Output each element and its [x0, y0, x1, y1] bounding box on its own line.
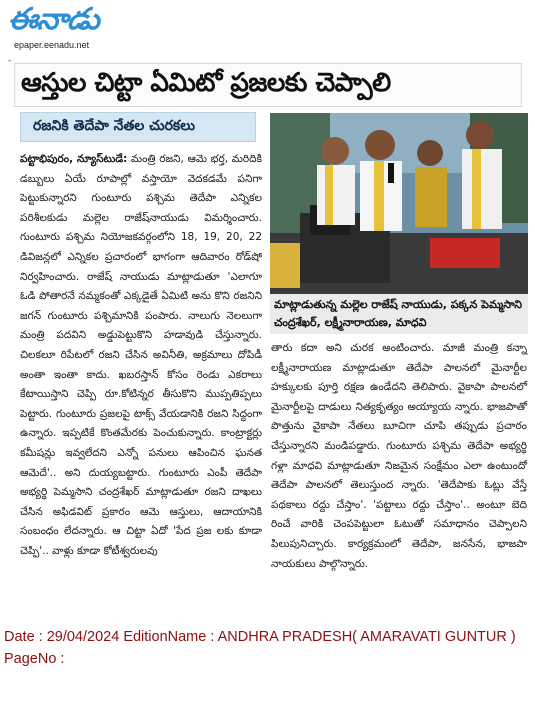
article-column-left [20, 150, 262, 561]
article-body-left: మంత్రి రజని, ఆమె భర్త, మరిదికి డబ్బులు ఏయే రూపాల్లో వస్తాయో వెదకడమే పనిగా పెట్టుకున్నారని గుంటూరు పశ్చిమ తెదేపా ఎన్నికల పరిశీలకుడు మల్లెల రాజేష్‌నాయుడు విమర్శించారు. గుంటూరు పశ్చిమ నియోజకవర్గంలోని 18, 19, 20, 22 డివిజన్లలో ఎన్నికల ప్రచారంలో భాగంగా ఆదివారం రోడ్‌షో నిర్వహించారు. రాజేష్ నాయుడు మాట్లాడుతూ 'ఎలాగూ ఓడి పోతారనే నమ్మకంతో ఎక్కడైతే ఏమిటి అను కొని రజనిని జగన్ గుంటూరు పశ్చిమానికి పంపారు. నాలుగు నెలలుగా మంత్రి పదవిని అడ్డుపెట్టుకొని హడావుడి చేస్తున్నారు. చిలకలూ రిపేటలో రజని చేసిన అవినీతి, అక్రమాలు దోపిడీ అంతా ఇంతా కాదు. ఖబరస్తాన్ కోసం రెండు ఎకరాలు కేటాయిస్తాని చెప్పి రూ.కోటిన్నర తీసుకొని ముప్పతిప్పలు పెట్టారు. గుంటూరు ప్రజలపై టాక్స్ వేయడానికి రజని సిద్ధంగా ఉన్నారు. ఇప్పటికే కొంతమేరకు పెంచుకున్నారు. కాంట్రాక్టర్లు కమీషన్లు ఇవ్వలేదని ఎన్నో పనులు ఆపించిన ఘనత ఆమెదే'.. అని దుయ్యబట్టారు. గుంటూరు ఎంపీ తెదేపా అభ్యర్థి పెమ్మసాని చంద్రశేఖర్ మాట్లాడుతూ రజని దాఖలు చేసిన అఫిడవిట్ ప్రకారం ఆమె ఆస్తులు, ఆదాయానికి సంబంధం లేదన్నారు. ఆ చిట్టా ఏదో 'పేద ప్రజ లకు కూడా చెప్పి'.. వాళ్లు కూడా కోటీశ్వరులవు [20, 153, 263, 557]
masthead [4, 2, 174, 54]
eenadu-logo: ఈనాడు [8, 2, 99, 37]
article-dateline: పట్టాభిపురం, న్యూస్‌టుడే: [20, 153, 128, 165]
article-subheadline: రజనికి తెదేపా నేతల చురకలు [33, 118, 196, 134]
campaign-photo-illustration [270, 113, 528, 294]
photo-caption: మాట్లాడుతున్న మల్లెల రాజేష్ నాయుడు, పక్కన పెమ్మసాని చంద్రశేఖర్, లక్ష్మీనారాయణ, మాధవి [274, 298, 522, 329]
photo-caption-box [270, 294, 528, 334]
article-body-right: తారు కదా అని చురక అంటించారు. మాజీ మంత్రి కన్నా లక్ష్మీనారాయణ మాట్లాడుతూ తెదేపా పాలనలో మైనార్టీల హక్కులకు పూర్తి రక్షణ ఉండేదని తెలిపారు. వైకాపా పాలనలో మైనార్టీలపై దాడులు నిత్యకృత్యం అయ్యాయ న్నారు. భాజపాతో పొత్తును వైకాపా నేతలు బూచిగా చూపి తప్పుడు ప్రచారం చేస్తున్నారని మండిపడ్డారు. గుంటూరు పశ్చిమ తెదేపా అభ్యర్థి గళ్లా మాధవి మాట్లాడుతూ నిజమైన సంక్షేమం ఎలా ఉంటుందో తెదేపా పాలనలో తెలుస్తుంద న్నారు. 'తెదేపాకు ఓట్లు వేస్తే పథకాలు రద్దు చేస్తాం'. 'పట్టాలు రద్దు చేస్తాం'.. అంటూ బెది రించే వారికి చెంపపెట్టులా ఓటుతో సమాధానం చెప్పాలని పిలుపునిచ్చారు. కార్యక్రమంలో తెదేపా, జనసేన, భాజపా నాయకులు పాల్గొన్నారు. [271, 342, 527, 570]
edition-footer: Date : 29/04/2024 EditionName : ANDHRA PRADESH( AMARAVATI GUNTUR ) PageNo : [4, 629, 516, 667]
epaper-url: epaper.eenadu.net [14, 40, 90, 50]
article-headline: ఆస్తుల చిట్టా ఏమిటో ప్రజలకు చెప్పాలి [21, 68, 391, 98]
subheadline-box [20, 112, 256, 142]
headline-box [14, 63, 522, 107]
article-column-right [271, 339, 527, 574]
marker: - [8, 56, 12, 66]
article-photo [270, 113, 528, 294]
article-paragraph-left [20, 150, 262, 561]
